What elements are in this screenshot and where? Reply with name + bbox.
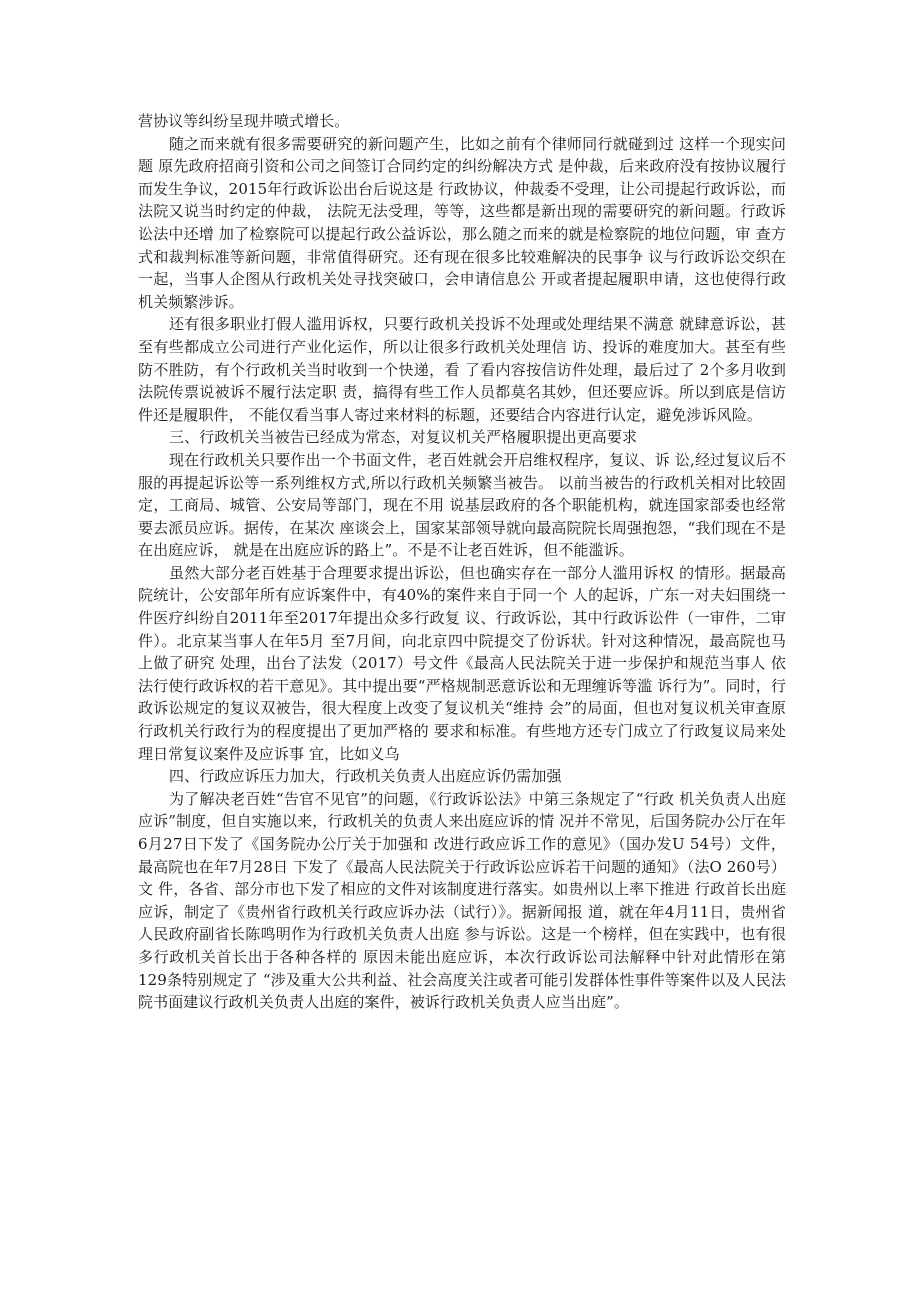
paragraph-administrative-defendant: 现在行政机关只要作出一个书面文件，老百姓就会开启维权程序，复议、诉 讼,经过复议后不服的再提起诉讼等一系列维权方式,所以行政机关频繁当被告。 以前当被告的行政机关相对比较固定，工商局、城管、公安局等部门，现在不用 说基层政府的各个职能机构，就连国家部委也经常要去派员应诉。据传，在某次 座谈会上，国家某部领导就向最高院院长周强抱怨，“我们现在不是在出庭应诉， 就是在出庭应诉的路上”。不是不让老百姓诉，但不能滥诉。 <box>138 450 786 560</box>
paragraph-professional-counterfeit-hunters: 还有很多职业打假人滥用诉权，只要行政机关投诉不处理或处理结果不满意 就肆意诉讼，甚至有些都成立公司进行产业化运作，所以让很多行政机关处理信 访、投诉的难度加大。甚至有些防不胜防，有个行政机关当时收到一个快递，看 了看内容按信访件处理，最后过了 2个多月收到法院传票说被诉不履行法定职 责，搞得有些工作人员都莫名其妙，但还要应诉。所以到底是信访件还是履职件， 不能仅看当事人寄过来材料的标题，还要结合内容进行认定，避免涉诉风险。 <box>138 315 786 424</box>
section-heading-3: 三、行政机关当被告已经成为常态，对复议机关严格履职提出更高要求 <box>169 428 638 447</box>
paragraph-new-problems: 随之而来就有很多需要研究的新问题产生，比如之前有个律师同行就碰到过 这样一个现实问题 原先政府招商引资和公司之间签订合同约定的纠纷解决方式 是仲裁，后来政府没有按协议履行而发生争议，2015年行政诉讼出台后说这是 行政协议，仲裁委不受理，让公司提起行政诉讼，而法院又说当时约定的仲裁， 法院无法受理，等等，这些都是新出现的需要研究的新问题。行政诉讼法中还增 加了检察院可以提起行政公益诉讼，那么随之而来的就是检察院的地位问题，审 查方式和裁判标准等新问题，非常值得研究。还有现在很多比较难解决的民事争 议与行政诉讼交织在一起，当事人企图从行政机关处寻找突破口，会申请信息公 开或者提起履职申请，这也使得行政机关频繁涉诉。 <box>138 134 786 311</box>
section-heading-4: 四、行政应诉压力加大，行政机关负责人出庭应诉仍需加强 <box>169 767 562 786</box>
paragraph-leader-appearance: 为了解决老百姓“告官不见官”的问题，《行政诉讼法》中第三条规定了“行政 机关负责人出庭应诉”制度，但自实施以来，行政机关的负责人来出庭应诉的情 况并不常见，后国务院办公厅在年6月27日下发了《国务院办公厅关于加强和 改进行政应诉工作的意见》（国办发U 54号）文件，最高院也在年7月28日 下发了《最高人民法院关于行政诉讼应诉若干问题的通知》（法O 260号）文 件，各省、部分市也下发了相应的文件对该制度进行落实。如贵州以上率下推进 行政首长出庭应诉，制定了《贵州省行政机关行政应诉办法（试行）》。据新闻报 道，就在年4月11日，贵州省人民政府副省长陈鸣明作为行政机关负责人出庭 参与诉讼。这是一个榜样，但在实践中，也有很多行政机关首长出于各种各样的 原因未能出庭应诉，本次行政诉讼司法解释中针对此情形在第129条特别规定了 “涉及重大公共利益、社会高度关注或者可能引发群体性事件等案件以及人民法 院书面建议行政机关负责人出庭的案件，被诉行政机关负责人应当出庭”。 <box>138 789 786 1012</box>
paragraph-continuation: 营协议等纠纷呈现井喷式增长。 <box>138 112 350 130</box>
paragraph-abuse-of-litigation: 虽然大部分老百姓基于合理要求提出诉讼，但也确实存在一部分人滥用诉权 的情形。据最高院统计，公安部年所有应诉案件中，有40%的案件来自于同一个 人的起诉，广东一对夫妇围绕一件医疗纠纷自2011年至2017年提出众多行政复 议、行政诉讼，其中行政诉讼件（一审件，二审件）。北京某当事人在年5月 至7月间，向北京四中院提交了份诉状。针对这种情况，最高院也马上做了研究 处理，出台了法发（2017）号文件《最高人民法院关于进一步保护和规范当事人 依法行使行政诉权的若干意见》。其中提出要“严格规制恶意诉讼和无理缠诉等滥 诉行为”。同时，行政诉讼规定的复议双被告，很大程度上改变了复议机关“维持 会”的局面，但也对复议机关审查原行政机关行政行为的程度提出了更加严格的 要求和标准。有些地方还专门成立了行政复议局来处理日常复议案件及应诉事 宜，比如义乌 <box>138 563 786 763</box>
document-page <box>138 110 786 1014</box>
